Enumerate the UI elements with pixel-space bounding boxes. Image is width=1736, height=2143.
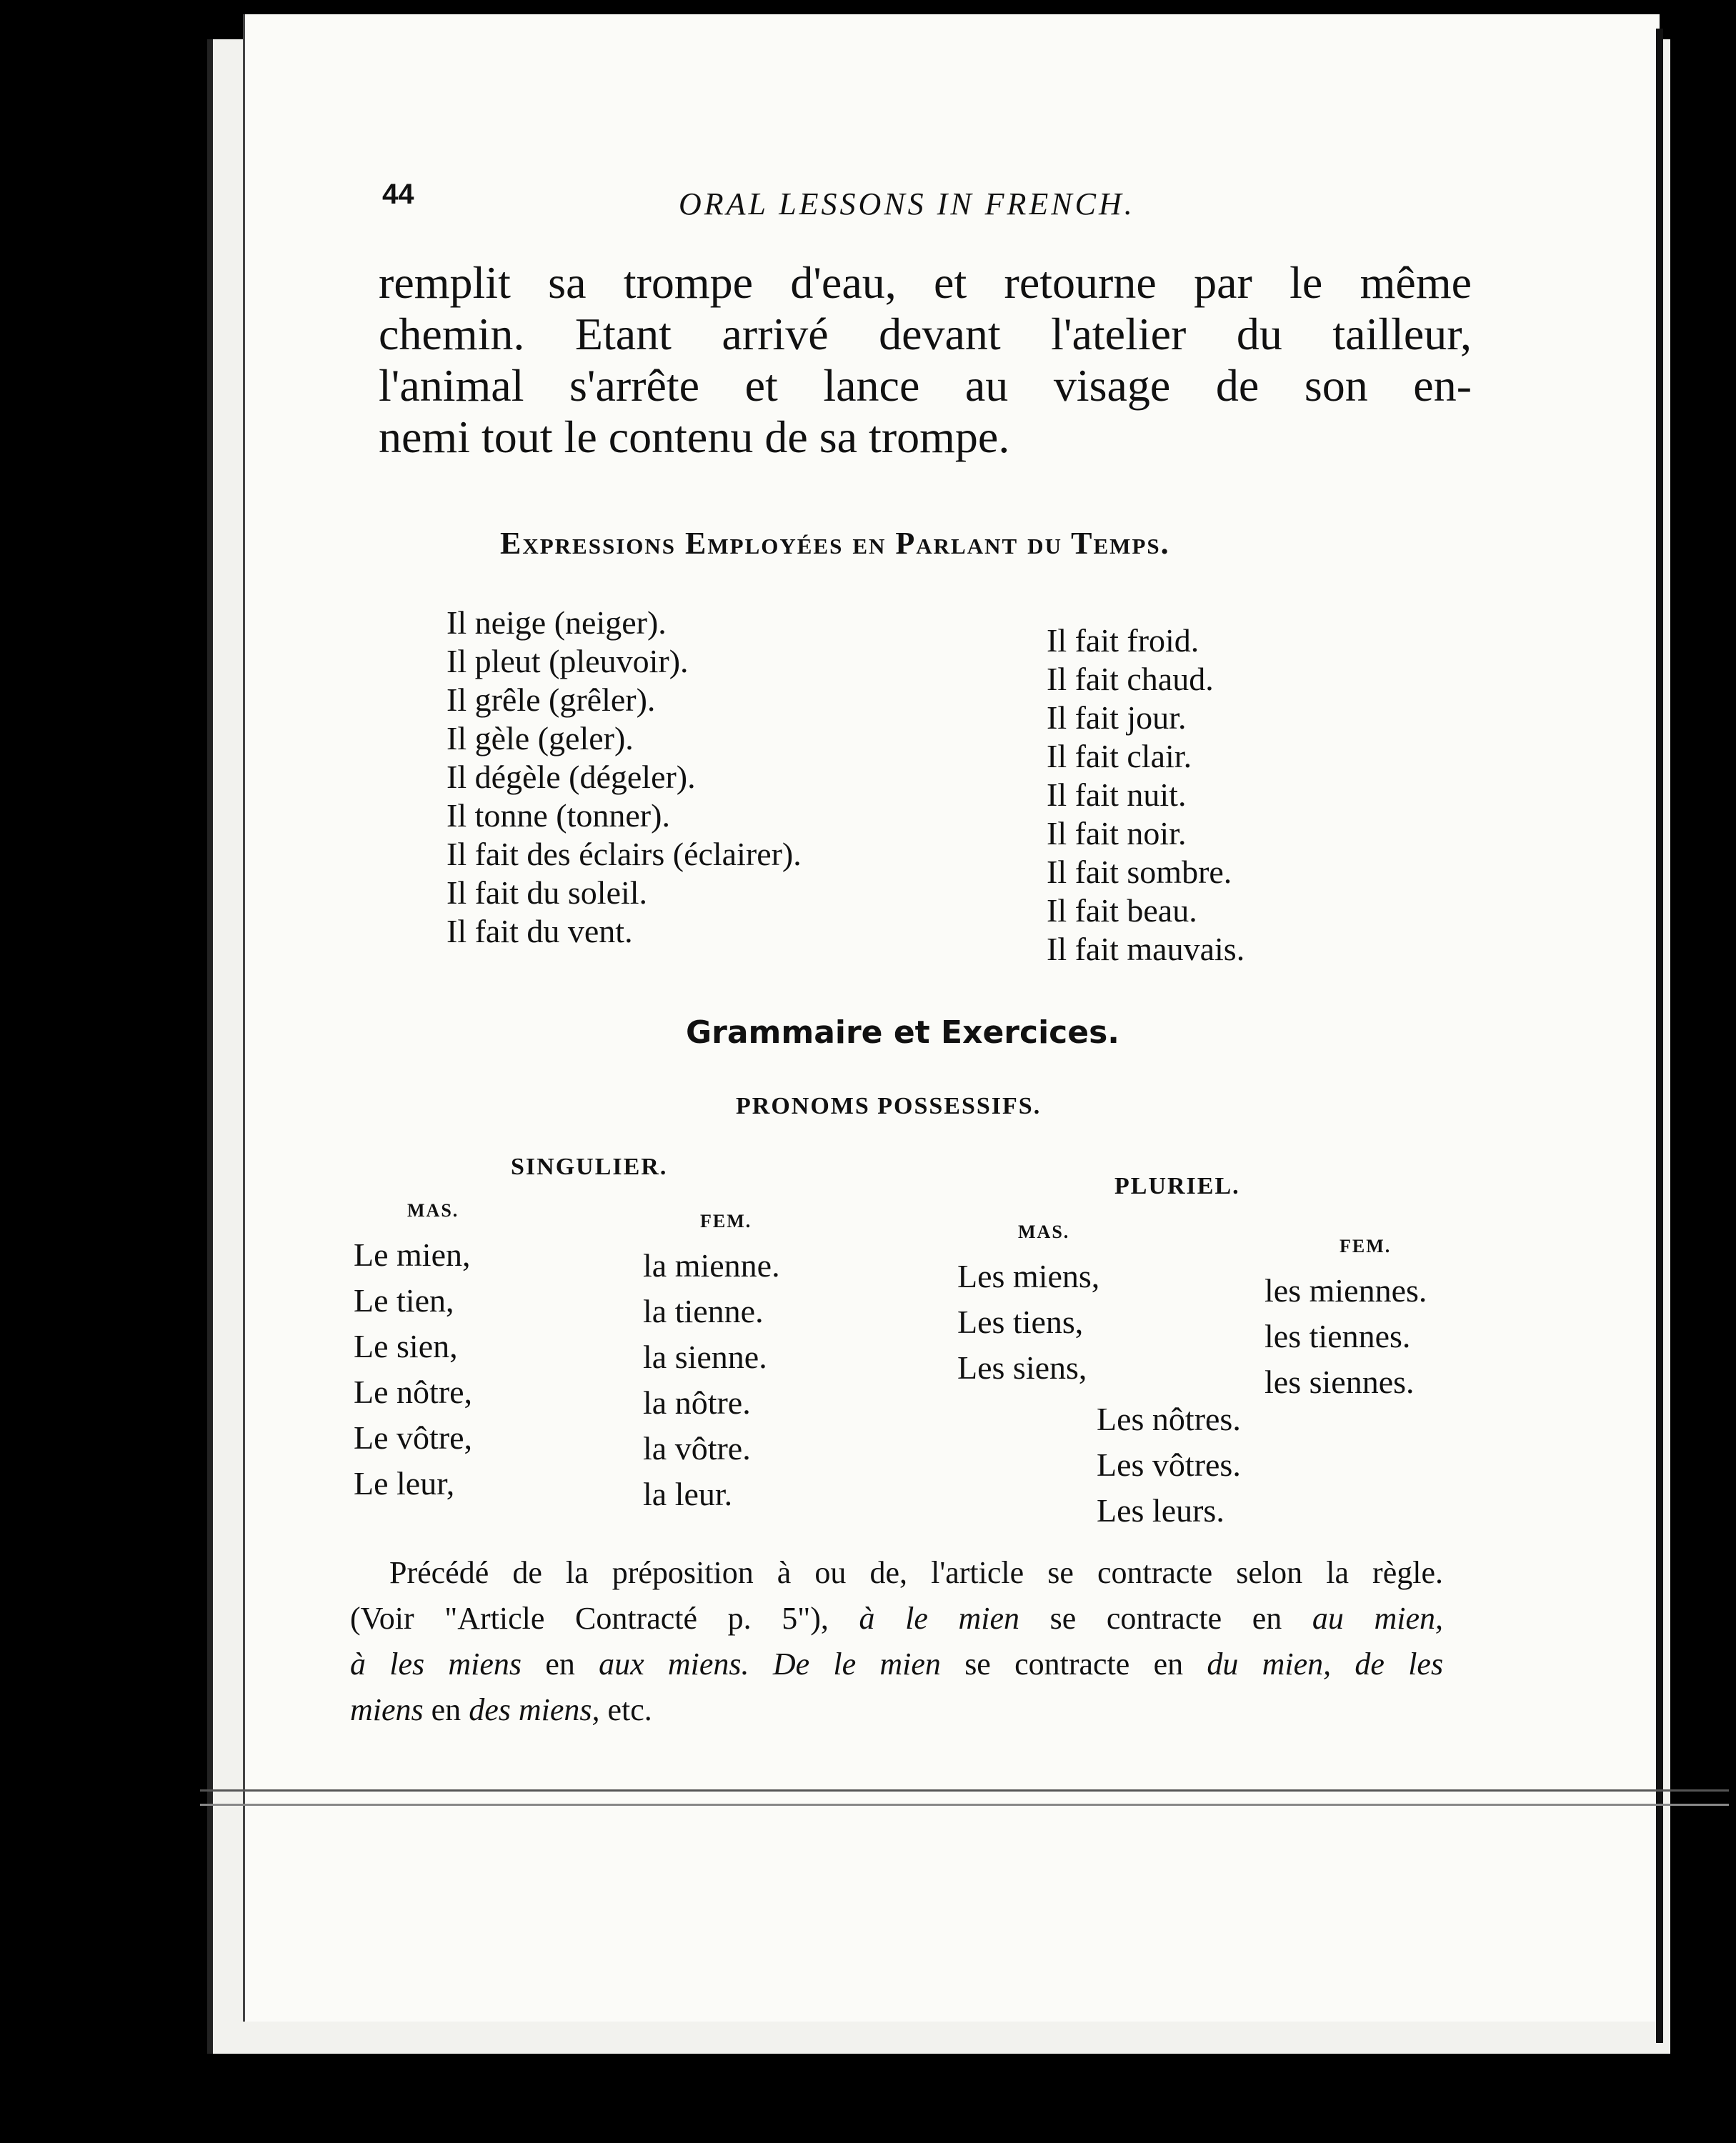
note-text: en [431,1692,462,1727]
note-example: aux miens. [599,1647,749,1682]
list-item: Il neige (neiger). [447,604,667,641]
list-item: Il fait des éclairs (éclairer). [447,836,802,872]
list-item: Les nôtres. [1097,1401,1241,1437]
list-item: Il fait mauvais. [1047,931,1245,967]
grammar-title: Grammaire et Exercices. [686,1014,1119,1051]
list-item: Le tien, [354,1282,454,1319]
paragraph-line: remplit sa trompe d'eau, et retourne par le même [379,257,1472,308]
note-example: miens [350,1692,424,1727]
weather-expressions-right [1047,621,1244,969]
plural-fem-label: FEM. [1340,1236,1392,1257]
paragraph-line: l'animal s'arrête et lance au visage de son en- [379,360,1472,411]
page-number: 44 [382,179,414,210]
singular-heading: SINGULIER. [511,1154,668,1180]
list-item: Il fait du soleil. [447,874,648,911]
list-item: la nôtre. [643,1384,751,1421]
list-item: les siennes. [1264,1364,1415,1400]
list-item: Il grêle (grêler). [447,681,656,718]
note-line: Précédé de la préposition à ou de, l'article se contracte selon la règle. [389,1555,1443,1590]
note-example: à le mien [859,1601,1019,1636]
opening-paragraph [379,257,1472,463]
note-text: etc. [607,1692,652,1727]
plural-feminine-list [1264,1268,1427,1405]
page-fold-line-secondary [200,1804,1729,1806]
list-item: Le sien, [354,1328,458,1364]
list-item: Le vôtre, [354,1419,473,1456]
list-item: Il fait jour. [1047,699,1187,736]
list-item: Le nôtre, [354,1374,473,1410]
note-example: du mien, de les [1207,1647,1444,1682]
note-text: se contracte en [1049,1601,1282,1636]
list-item: Il fait clair. [1047,738,1192,774]
contraction-note [350,1550,1443,1733]
list-item: Les leurs. [1097,1492,1224,1529]
section-subtitle: PRONOMS POSSESSIFS. [736,1093,1042,1119]
list-item: Il pleut (pleuvoir). [447,643,689,679]
note-text: se contracte en [964,1647,1184,1682]
paragraph-line: chemin. Etant arrivé devant l'atelier du tailleur, [379,309,1472,359]
plural-heading: PLURIEL. [1114,1173,1240,1199]
plural-masculine-list [957,1254,1099,1391]
running-title: ORAL LESSONS IN FRENCH. [679,186,1135,221]
note-text: (Voir "Article Contracté p. 5"), [350,1601,829,1636]
list-item: Il dégèle (dégeler). [447,759,696,795]
note-example: De le mien [772,1647,941,1682]
list-item: la tienne. [643,1293,764,1329]
expressions-heading: Expressions Employées en Parlant du Temps. [500,526,1170,561]
list-item: Les siens, [957,1349,1087,1386]
list-item: la vôtre. [643,1430,751,1467]
list-item: Les miens, [957,1258,1100,1294]
list-item: Il fait noir. [1047,815,1187,851]
singular-fem-label: FEM. [700,1211,752,1232]
note-text: en [545,1647,575,1682]
note-example: à les miens [350,1647,522,1682]
note-line [350,1642,1443,1687]
list-item: Il tonne (tonner). [447,797,670,834]
weather-expressions-left [447,604,802,951]
list-item: les tiennes. [1264,1318,1411,1354]
singular-mas-label: MAS. [407,1200,459,1221]
singular-masculine-list [354,1232,472,1507]
list-item: les miennes. [1264,1272,1427,1309]
note-example: au mien, [1312,1601,1444,1636]
list-item: Il fait froid. [1047,622,1199,659]
list-item: Il fait beau. [1047,892,1197,929]
list-item: la leur. [643,1476,733,1512]
list-item: Il gèle (geler). [447,720,634,756]
paragraph-line: nemi tout le contenu de sa trompe. [379,411,1010,462]
list-item: Le leur, [354,1465,455,1502]
note-line [350,1596,1443,1642]
list-item: la sienne. [643,1339,767,1375]
plural-mas-label: MAS. [1018,1222,1070,1242]
page-fold-line [200,1789,1729,1792]
note-line [350,1687,1443,1733]
list-item: Il fait nuit. [1047,776,1187,813]
list-item: Il fait sombre. [1047,854,1232,890]
page-edge [1656,29,1663,2043]
list-item: Les vôtres. [1097,1447,1241,1483]
list-item: Le mien, [354,1237,471,1273]
list-item: la mienne. [643,1247,780,1284]
list-item: Il fait chaud. [1047,661,1214,697]
note-example: des miens, [469,1692,600,1727]
list-item: Il fait du vent. [447,913,633,949]
list-item: Les tiens, [957,1304,1084,1340]
singular-feminine-list [643,1243,780,1517]
plural-common-list [1097,1397,1241,1534]
